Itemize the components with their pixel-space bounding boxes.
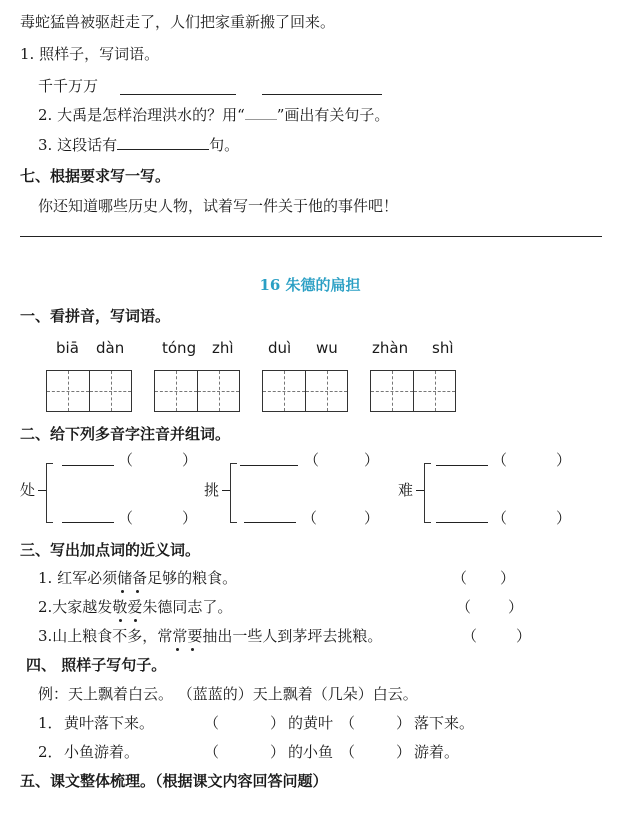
sentence-number: 1． (38, 714, 63, 732)
question-1: 1. 照样子，写词语。 (20, 45, 160, 63)
passage-line: 毒蛇猛兽被驱赶走了，人们把家重新搬了回来。 (20, 13, 336, 31)
paren-close: ） (182, 451, 198, 469)
bracket-stub (38, 490, 46, 491)
synonym-item: 1. 红军必须储备足够的粮食。 (38, 569, 238, 587)
answer-blank[interactable] (436, 522, 488, 523)
section-2-title: 二、给下列多音字注音并组词。 (20, 425, 231, 443)
paren-close: ） (182, 509, 198, 527)
pinyin-4a: zhàn (372, 339, 409, 357)
sentence-end: 落下来。 (414, 714, 475, 732)
emphasis-dot (121, 590, 124, 593)
section-5-title: 五、课文整体梳理。（根据课文内容回答问题） (20, 772, 328, 790)
paren-open: （ (302, 509, 318, 527)
paren-open: （ (462, 627, 478, 645)
writing-grid[interactable] (154, 370, 240, 412)
paren-open: （ (304, 451, 320, 469)
paren-open: （ (492, 509, 508, 527)
synonym-item: 2.大家越发敬爱朱德同志了。 (38, 598, 233, 616)
sentence-source: 小鱼游着。 (64, 743, 140, 761)
paren-close: ） (396, 743, 412, 761)
lesson-title: 16 朱德的扁担 (259, 276, 361, 294)
section-1-title: 一、看拼音，写词语。 (20, 307, 171, 325)
emphasis-dot (136, 590, 139, 593)
paren-open: （ (204, 743, 220, 761)
answer-blank[interactable] (62, 465, 114, 466)
sentence-source: 黄叶落下来。 (64, 714, 155, 732)
writing-grid[interactable] (370, 370, 456, 412)
bracket-stub (416, 490, 424, 491)
question-2: 2. 大禹是怎样治理洪水的？用“ ”画出有关句子。 (38, 106, 390, 124)
answer-blank[interactable] (240, 465, 298, 466)
bracket (424, 463, 431, 523)
paren-open: （ (492, 451, 508, 469)
pinyin-2b: zhì (212, 339, 234, 357)
sentence-end: 游着。 (414, 743, 460, 761)
emphasis-dot (119, 619, 122, 622)
answer-blank[interactable] (62, 522, 114, 523)
paren-close: ） (500, 569, 516, 587)
paren-close: ） (270, 743, 286, 761)
pinyin-3b: wu (316, 339, 338, 357)
pinyin-2a: tóng (162, 339, 197, 357)
writing-grid[interactable] (262, 370, 348, 412)
example-sentence: 例：天上飘着白云。 （蓝蓝的）天上飘着（几朵）白云。 (38, 685, 418, 703)
paren-open: （ (340, 714, 356, 732)
pinyin-3a: duì (268, 339, 292, 357)
answer-blank[interactable] (244, 522, 296, 523)
sentence-middle: 的黄叶 (288, 714, 334, 732)
paren-close: ） (508, 598, 524, 616)
answer-blank[interactable] (120, 94, 236, 95)
paren-open: （ (452, 569, 468, 587)
bracket (230, 463, 237, 523)
paren-open: （ (118, 451, 134, 469)
sentence-number: 2． (38, 743, 63, 761)
wavy-line-sample (245, 105, 277, 120)
paren-close: ） (364, 509, 380, 527)
paren-open: （ (456, 598, 472, 616)
emphasis-dot (176, 648, 179, 651)
paren-close: ） (364, 451, 380, 469)
section-7-title: 七、根据要求写一写。 (20, 167, 171, 185)
paren-close: ） (516, 627, 532, 645)
pinyin-1b: dàn (96, 339, 125, 357)
paren-open: （ (204, 714, 220, 732)
bracket (46, 463, 53, 523)
paren-open: （ (340, 743, 356, 761)
question-3: 3. 这段话有 句。 (38, 136, 240, 154)
example-word: 千千万万 (38, 77, 99, 95)
pinyin-4b: shì (432, 339, 454, 357)
polyphone-char: 难 (398, 481, 414, 499)
paren-close: ） (270, 714, 286, 732)
writing-grid[interactable] (46, 370, 132, 412)
section-7-body: 你还知道哪些历史人物，试着写一件关于他的事件吧！ (38, 197, 399, 215)
answer-blank[interactable] (262, 94, 382, 95)
polyphone-char: 挑 (204, 481, 220, 499)
paren-close: ） (556, 451, 572, 469)
paren-close: ） (396, 714, 412, 732)
paren-close: ） (556, 509, 572, 527)
polyphone-char: 处 (20, 481, 36, 499)
divider (20, 236, 602, 237)
synonym-item: 3.山上粮食不多，常常要抽出一些人到茅坪去挑粮。 (38, 627, 383, 645)
emphasis-dot (191, 648, 194, 651)
section-4-title: 四、 照样子写句子。 (26, 656, 167, 674)
emphasis-dot (134, 619, 137, 622)
answer-blank[interactable] (436, 465, 488, 466)
bracket-stub (222, 490, 230, 491)
section-3-title: 三、写出加点词的近义词。 (20, 541, 201, 559)
pinyin-1a: biā (56, 339, 79, 357)
sentence-middle: 的小鱼 (288, 743, 334, 761)
answer-blank[interactable] (117, 135, 209, 150)
paren-open: （ (118, 509, 134, 527)
